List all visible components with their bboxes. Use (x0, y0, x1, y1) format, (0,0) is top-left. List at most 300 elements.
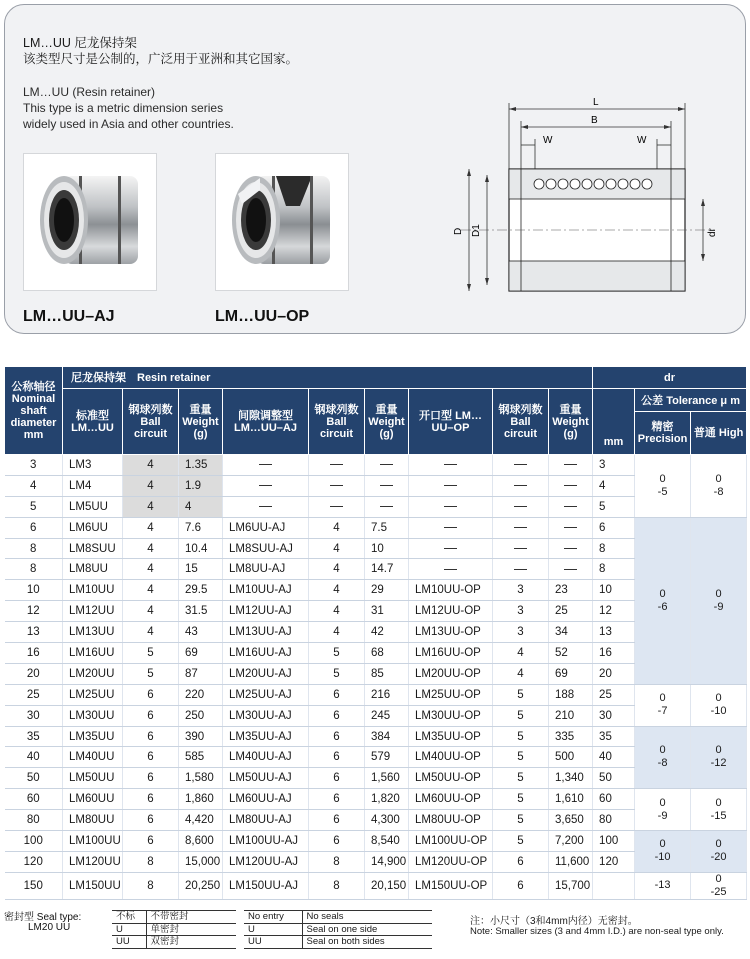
cell-w3 (549, 559, 593, 580)
not-applicable-dash (259, 464, 272, 465)
seal-cn-code: 不标 (112, 911, 146, 924)
seal-type-code (28, 922, 70, 933)
cell-aj: LM25UU-AJ (223, 684, 309, 705)
seal-cn-row (112, 923, 236, 936)
header-ball-circuit-2: 钢球列数 Ball circuit (309, 389, 365, 455)
tolerance-high-lower: -9 (713, 600, 724, 613)
cell-b1: 4 (123, 580, 179, 601)
tolerance-precision-lower: -10 (654, 851, 671, 864)
cell-shaft: 5 (5, 496, 63, 517)
cell-w1: 20,250 (179, 872, 223, 899)
cell-aj: LM100UU-AJ (223, 831, 309, 852)
cell-op: LM120UU-OP (409, 851, 493, 872)
header-open-type: 开口型 LM…UU–OP (409, 389, 493, 455)
cell-w3 (549, 517, 593, 538)
cell-w3: 1,610 (549, 789, 593, 810)
table-row (5, 726, 747, 747)
cell-std: LM50UU (63, 768, 123, 789)
not-applicable-dash (380, 506, 393, 507)
cell-aj: LM40UU-AJ (223, 747, 309, 768)
cell-w3: 500 (549, 747, 593, 768)
tolerance-high (691, 726, 747, 789)
not-applicable-dash (444, 464, 457, 465)
cell-b1: 6 (123, 810, 179, 831)
header-mm: mm (593, 389, 635, 455)
cell-mm: 120 (593, 851, 635, 872)
cell-w2: 1,560 (365, 768, 409, 789)
seal-en-code: U (244, 923, 302, 936)
cell-aj: LM13UU-AJ (223, 622, 309, 643)
tolerance-precision-lower: -5 (657, 485, 668, 498)
cell-w2 (365, 496, 409, 517)
cell-w1: 1.9 (179, 475, 223, 496)
cell-mm: 8 (593, 538, 635, 559)
cell-mm: 5 (593, 496, 635, 517)
cell-b3 (493, 475, 549, 496)
cell-shaft: 13 (5, 622, 63, 643)
dim-label-d: D (453, 227, 464, 235)
cell-aj (223, 475, 309, 496)
seal-cn-row (112, 936, 236, 949)
tolerance-precision (635, 455, 691, 518)
tolerance-precision-upper: -13 (654, 879, 671, 892)
tolerance-high (691, 517, 747, 684)
cell-b1: 4 (123, 622, 179, 643)
cell-w3: 1,340 (549, 768, 593, 789)
cell-b1: 4 (123, 559, 179, 580)
cell-w1: 250 (179, 705, 223, 726)
tolerance-precision (635, 684, 691, 726)
product-photo-aj (23, 153, 157, 291)
cell-op (409, 517, 493, 538)
seal-legend-cn (112, 910, 236, 949)
cell-aj (223, 496, 309, 517)
cell-w1: 7.6 (179, 517, 223, 538)
cell-mm: 50 (593, 768, 635, 789)
cell-aj: LM12UU-AJ (223, 601, 309, 622)
cell-w1: 390 (179, 726, 223, 747)
cell-w2 (365, 475, 409, 496)
cell-b2: 6 (309, 726, 365, 747)
cell-mm: 20 (593, 663, 635, 684)
seal-code-text: LM20 UU (28, 922, 71, 933)
not-applicable-dash (330, 506, 343, 507)
cell-b3 (493, 559, 549, 580)
cell-b3 (493, 496, 549, 517)
cell-w2: 384 (365, 726, 409, 747)
cell-b2: 6 (309, 789, 365, 810)
cell-w1: 8,600 (179, 831, 223, 852)
cell-shaft: 30 (5, 705, 63, 726)
cell-w2: 4,300 (365, 810, 409, 831)
tolerance-high (691, 831, 747, 873)
cell-b3: 3 (493, 601, 549, 622)
cell-w1: 29.5 (179, 580, 223, 601)
cell-b2: 6 (309, 705, 365, 726)
header-ball-circuit-1: 钢球列数 Ball circuit (123, 389, 179, 455)
cell-shaft: 6 (5, 517, 63, 538)
cell-w2: 216 (365, 684, 409, 705)
table-row (5, 517, 747, 538)
intro-panel (4, 4, 746, 334)
cell-b1: 4 (123, 496, 179, 517)
dim-label-w-left: W (543, 135, 553, 146)
cell-b1: 8 (123, 851, 179, 872)
cell-w2: 20,150 (365, 872, 409, 899)
header-precision: 精密 Precision (635, 412, 691, 454)
tolerance-high-upper: 0 (715, 587, 722, 600)
cell-w1: 220 (179, 684, 223, 705)
cell-mm: 10 (593, 580, 635, 601)
tolerance-high-lower: -20 (710, 851, 727, 864)
cell-b3: 3 (493, 580, 549, 601)
cell-w2: 42 (365, 622, 409, 643)
cell-shaft: 25 (5, 684, 63, 705)
tolerance-high (691, 789, 747, 831)
cell-op: LM35UU-OP (409, 726, 493, 747)
cell-b3: 5 (493, 684, 549, 705)
seal-legend-en (244, 910, 432, 949)
spec-table (4, 366, 747, 900)
cell-b2: 4 (309, 580, 365, 601)
dim-label-w-right: W (637, 135, 647, 146)
seal-cn-desc: 单密封 (146, 923, 236, 936)
cell-w3: 23 (549, 580, 593, 601)
header-standard-type: 标准型 LM…UU (63, 389, 123, 455)
cell-w1: 10.4 (179, 538, 223, 559)
seal-cn-code: U (112, 923, 146, 936)
cell-w3 (549, 455, 593, 476)
cell-w3: 335 (549, 726, 593, 747)
intro-en-title: LM…UU (Resin retainer) (23, 85, 156, 99)
cell-op: LM150UU-OP (409, 872, 493, 899)
cell-b1: 6 (123, 747, 179, 768)
bearing-op-illustration (216, 154, 348, 290)
seal-cn-desc: 双密封 (146, 936, 236, 949)
cell-op: LM20UU-OP (409, 663, 493, 684)
cell-b1: 4 (123, 475, 179, 496)
cell-mm: 100 (593, 831, 635, 852)
cell-w3: 11,600 (549, 851, 593, 872)
cell-std: LM3 (63, 455, 123, 476)
tolerance-precision (635, 789, 691, 831)
cell-aj: LM10UU-AJ (223, 580, 309, 601)
not-applicable-dash (564, 569, 577, 570)
tolerance-precision-upper: 0 (659, 796, 666, 809)
cell-b2 (309, 496, 365, 517)
cell-mm: 40 (593, 747, 635, 768)
intro-en-desc-1: This type is a metric dimension series (23, 101, 224, 115)
cell-b2 (309, 475, 365, 496)
cell-aj: LM16UU-AJ (223, 643, 309, 664)
cell-mm: 13 (593, 622, 635, 643)
cell-shaft: 8 (5, 538, 63, 559)
cell-op (409, 538, 493, 559)
cell-b2: 8 (309, 851, 365, 872)
cell-op: LM60UU-OP (409, 789, 493, 810)
cell-w3 (549, 496, 593, 517)
cell-mm: 25 (593, 684, 635, 705)
cell-aj: LM120UU-AJ (223, 851, 309, 872)
not-applicable-dash (514, 569, 527, 570)
cell-b1: 6 (123, 726, 179, 747)
cell-w2: 29 (365, 580, 409, 601)
cell-shaft: 150 (5, 872, 63, 899)
cell-aj: LM150UU-AJ (223, 872, 309, 899)
tolerance-high (691, 455, 747, 518)
cell-w2: 31 (365, 601, 409, 622)
cell-mm: 12 (593, 601, 635, 622)
cell-b3: 5 (493, 726, 549, 747)
cell-op: LM50UU-OP (409, 768, 493, 789)
cell-w3 (549, 475, 593, 496)
cell-std: LM80UU (63, 810, 123, 831)
not-applicable-dash (564, 506, 577, 507)
cell-b3: 4 (493, 663, 549, 684)
tolerance-high-upper: 0 (715, 744, 722, 757)
cell-mm: 3 (593, 455, 635, 476)
seal-en-desc: No seals (302, 911, 432, 924)
cell-w3: 25 (549, 601, 593, 622)
table-row (5, 872, 747, 899)
cell-b2: 4 (309, 517, 365, 538)
cell-op: LM80UU-OP (409, 810, 493, 831)
seal-en-row (244, 936, 432, 949)
cell-op: LM12UU-OP (409, 601, 493, 622)
cell-shaft: 120 (5, 851, 63, 872)
seal-en-desc: Seal on one side (302, 923, 432, 936)
cell-mm: 35 (593, 726, 635, 747)
cell-b3: 4 (493, 643, 549, 664)
cell-w1: 15,000 (179, 851, 223, 872)
cell-mm: 16 (593, 643, 635, 664)
cell-op: LM13UU-OP (409, 622, 493, 643)
cell-b1: 6 (123, 768, 179, 789)
cell-std: LM100UU (63, 831, 123, 852)
cell-b2: 4 (309, 538, 365, 559)
cell-op (409, 455, 493, 476)
not-applicable-dash (564, 464, 577, 465)
cell-op (409, 559, 493, 580)
tolerance-high-lower: -15 (710, 809, 727, 822)
tolerance-precision-upper: 0 (659, 838, 666, 851)
not-applicable-dash (380, 485, 393, 486)
cell-shaft: 80 (5, 810, 63, 831)
cell-b1: 6 (123, 831, 179, 852)
cell-mm: 80 (593, 810, 635, 831)
cell-w1: 69 (179, 643, 223, 664)
not-applicable-dash (514, 506, 527, 507)
cell-shaft: 40 (5, 747, 63, 768)
header-ball-circuit-3: 钢球列数 Ball circuit (493, 389, 549, 455)
cell-std: LM30UU (63, 705, 123, 726)
seal-cn-row (112, 911, 236, 924)
cell-w3 (549, 538, 593, 559)
bearing-aj-illustration (24, 154, 156, 290)
tolerance-high (691, 684, 747, 726)
cell-std: LM13UU (63, 622, 123, 643)
cell-op: LM100UU-OP (409, 831, 493, 852)
header-weight-3: 重量 Weight (g) (549, 389, 593, 455)
cell-b1: 5 (123, 643, 179, 664)
cell-b2: 4 (309, 601, 365, 622)
tolerance-precision-lower: -9 (657, 809, 668, 822)
cell-std: LM5UU (63, 496, 123, 517)
seal-en-row (244, 923, 432, 936)
intro-en-desc-2: widely used in Asia and other countries. (23, 117, 234, 131)
cell-b2: 5 (309, 643, 365, 664)
cell-std: LM8UU (63, 559, 123, 580)
tolerance-precision-lower: -7 (657, 705, 668, 718)
tolerance-high-upper: 0 (715, 872, 722, 885)
cell-w1: 43 (179, 622, 223, 643)
technical-drawing (439, 89, 729, 311)
table-row (5, 789, 747, 810)
cell-b1: 8 (123, 872, 179, 899)
header-dr: dr (593, 367, 747, 389)
cell-w1: 31.5 (179, 601, 223, 622)
cell-b1: 5 (123, 663, 179, 684)
cell-w3: 7,200 (549, 831, 593, 852)
cell-shaft: 3 (5, 455, 63, 476)
cell-mm: 8 (593, 559, 635, 580)
tolerance-precision (635, 517, 691, 684)
cell-w2: 10 (365, 538, 409, 559)
cell-aj: LM8SUU-AJ (223, 538, 309, 559)
header-tolerance-group (635, 389, 747, 455)
not-applicable-dash (444, 569, 457, 570)
cell-b3 (493, 517, 549, 538)
not-applicable-dash (330, 464, 343, 465)
cell-w1: 15 (179, 559, 223, 580)
not-applicable-dash (514, 485, 527, 486)
cell-aj: LM80UU-AJ (223, 810, 309, 831)
seal-en-code: No entry (244, 911, 302, 924)
not-applicable-dash (514, 548, 527, 549)
cell-std: LM150UU (63, 872, 123, 899)
cell-w2: 1,820 (365, 789, 409, 810)
cell-std: LM20UU (63, 663, 123, 684)
tolerance-precision-upper: 0 (659, 472, 666, 485)
cell-b3: 5 (493, 789, 549, 810)
cell-b1: 4 (123, 517, 179, 538)
cell-mm: 30 (593, 705, 635, 726)
dim-label-b: B (591, 115, 598, 126)
not-applicable-dash (514, 527, 527, 528)
cell-b2 (309, 455, 365, 476)
product-photo-op (215, 153, 349, 291)
caption-aj: LM…UU–AJ (23, 308, 115, 325)
cell-b3: 5 (493, 768, 549, 789)
not-applicable-dash (444, 506, 457, 507)
cell-std: LM35UU (63, 726, 123, 747)
cell-std: LM16UU (63, 643, 123, 664)
cell-b2: 4 (309, 622, 365, 643)
cell-std: LM6UU (63, 517, 123, 538)
cell-b1: 4 (123, 538, 179, 559)
seal-en-row (244, 911, 432, 924)
table-row (5, 831, 747, 852)
cell-b2: 6 (309, 768, 365, 789)
cell-aj: LM60UU-AJ (223, 789, 309, 810)
cell-std: LM4 (63, 475, 123, 496)
not-applicable-dash (444, 548, 457, 549)
cell-w2: 68 (365, 643, 409, 664)
cell-shaft: 35 (5, 726, 63, 747)
cell-b3: 6 (493, 851, 549, 872)
cell-shaft: 16 (5, 643, 63, 664)
cell-std: LM10UU (63, 580, 123, 601)
cell-op: LM40UU-OP (409, 747, 493, 768)
cell-mm: 4 (593, 475, 635, 496)
dim-label-dr: dr (707, 228, 718, 237)
cell-aj: LM6UU-AJ (223, 517, 309, 538)
cell-b1: 6 (123, 789, 179, 810)
cell-shaft: 20 (5, 663, 63, 684)
cell-shaft: 4 (5, 475, 63, 496)
cell-b2: 6 (309, 810, 365, 831)
not-applicable-dash (259, 485, 272, 486)
seal-cn-desc: 不带密封 (146, 911, 236, 924)
cell-op: LM30UU-OP (409, 705, 493, 726)
cell-b2: 6 (309, 684, 365, 705)
cell-w3: 3,650 (549, 810, 593, 831)
not-applicable-dash (259, 506, 272, 507)
tolerance-precision-upper: 0 (659, 587, 666, 600)
cell-shaft: 100 (5, 831, 63, 852)
cell-w3: 52 (549, 643, 593, 664)
cell-aj (223, 455, 309, 476)
cell-shaft: 12 (5, 601, 63, 622)
tolerance-precision (635, 872, 691, 899)
spec-table-body (5, 455, 747, 900)
not-applicable-dash (564, 485, 577, 486)
cell-aj: LM30UU-AJ (223, 705, 309, 726)
cell-aj: LM35UU-AJ (223, 726, 309, 747)
cell-std: LM60UU (63, 789, 123, 810)
cell-shaft: 50 (5, 768, 63, 789)
cell-op (409, 475, 493, 496)
tolerance-high-upper: 0 (715, 838, 722, 851)
not-applicable-dash (444, 527, 457, 528)
header-weight-1: 重量 Weight (g) (179, 389, 223, 455)
cell-w3: 15,700 (549, 872, 593, 899)
tolerance-high-upper: 0 (715, 472, 722, 485)
tolerance-high-lower: -12 (710, 757, 727, 770)
cell-op: LM25UU-OP (409, 684, 493, 705)
tolerance-precision-lower: -6 (657, 600, 668, 613)
header-weight-2: 重量 Weight (g) (365, 389, 409, 455)
cell-aj: LM20UU-AJ (223, 663, 309, 684)
not-applicable-dash (330, 485, 343, 486)
cell-w2: 579 (365, 747, 409, 768)
cell-mm: 6 (593, 517, 635, 538)
cell-op (409, 496, 493, 517)
cell-mm (593, 872, 635, 899)
not-applicable-dash (444, 485, 457, 486)
cell-b3: 5 (493, 831, 549, 852)
cell-w2: 245 (365, 705, 409, 726)
cell-b2: 8 (309, 872, 365, 899)
cell-w1: 1,580 (179, 768, 223, 789)
cell-w3: 188 (549, 684, 593, 705)
tolerance-high-upper: 0 (715, 692, 722, 705)
intro-cn-desc: 该类型尺寸是公制的，广泛用于亚洲和其它国家。 (23, 52, 299, 66)
cell-b2: 6 (309, 831, 365, 852)
cell-b2: 4 (309, 559, 365, 580)
cell-w1: 1.35 (179, 455, 223, 476)
caption-op: LM…UU–OP (215, 308, 310, 325)
